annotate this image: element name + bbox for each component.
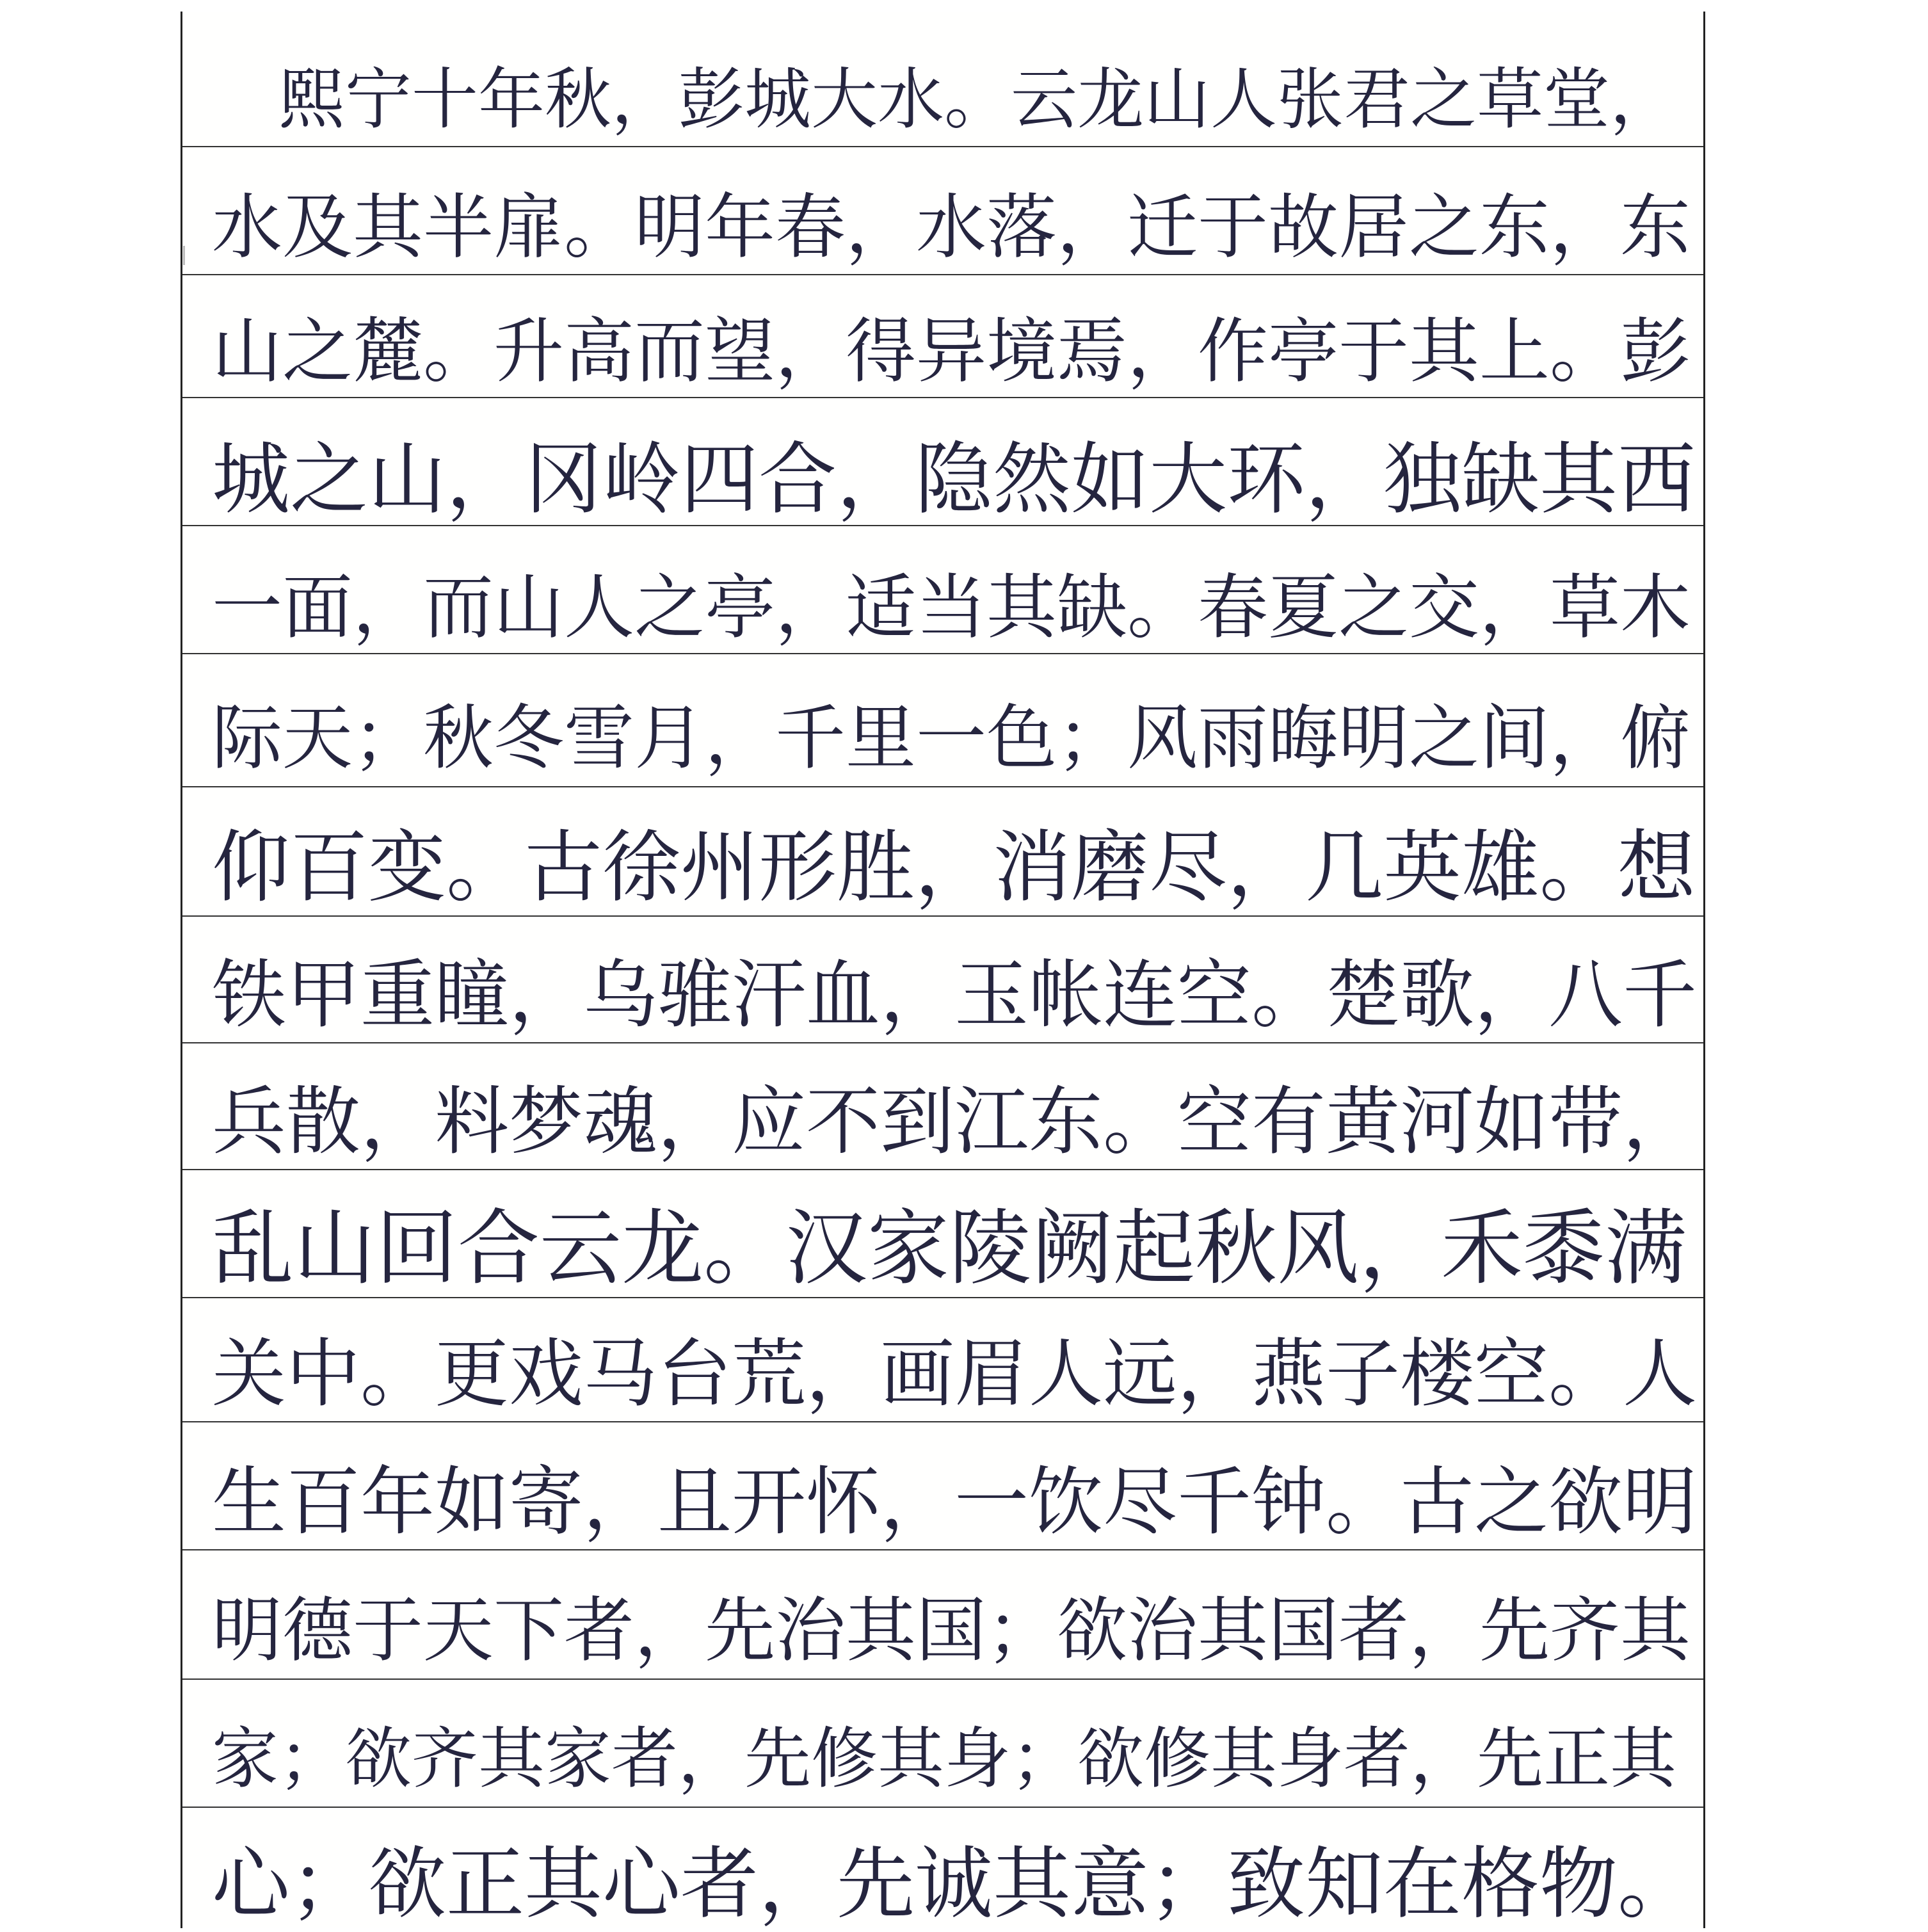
ruling-line — [182, 1807, 1703, 1808]
handwritten-line-8: 铁甲重瞳，乌骓汗血，玉帐连空。楚歌，八千 — [212, 952, 1697, 1038]
handwritten-line-11: 关中。更戏马台荒，画眉人远，燕子楼空。人 — [212, 1331, 1697, 1417]
handwritten-line-14: 家；欲齐其家者，先修其身；欲修其身者，先正其 — [212, 1719, 1677, 1798]
handwritten-line-10: 乱山回合云龙。汉家陵阙起秋风，禾黍满 — [212, 1201, 1687, 1296]
ruled-paper-sheet — [181, 12, 1705, 1928]
handwritten-line-12: 生百年如寄，且开怀，一饮尽千钟。古之欲明 — [212, 1459, 1697, 1545]
handwritten-line-9: 兵散，料梦魂，应不到江东。空有黄河如带， — [212, 1079, 1697, 1165]
handwritten-line-13: 明德于天下者，先治其国；欲治其国者，先齐其 — [212, 1590, 1691, 1671]
handwritten-line-1: 熙宁十年秋，彭城大水。云龙山人张君之草堂， — [212, 60, 1677, 138]
handwritten-line-5: 一面，而山人之亭，适当其缺。春夏之交，草木 — [212, 567, 1691, 648]
ruling-line — [182, 1678, 1703, 1680]
handwritten-line-2: 水及其半扉。明年春，水落，迁于故居之东，东 — [212, 186, 1691, 268]
ruling-line — [182, 786, 1703, 787]
ruling-line — [182, 915, 1703, 917]
margin-scan-mark — [183, 246, 199, 265]
handwritten-line-6: 际天；秋冬雪月，千里一色；风雨晦明之间，俯 — [212, 697, 1691, 779]
ruling-line — [182, 1297, 1703, 1298]
handwritten-line-4: 城之山，冈岭四合，隐然如大环，独缺其西 — [212, 434, 1696, 525]
handwritten-line-15: 心；欲正其心者，先诚其意；致知在格物。 — [212, 1839, 1696, 1929]
handwritten-line-7: 仰百变。古徐州形胜，消磨尽，几英雄。想 — [212, 822, 1696, 913]
handwritten-line-3: 山之麓。升高而望，得异境焉，作亭于其上。彭 — [212, 310, 1691, 392]
